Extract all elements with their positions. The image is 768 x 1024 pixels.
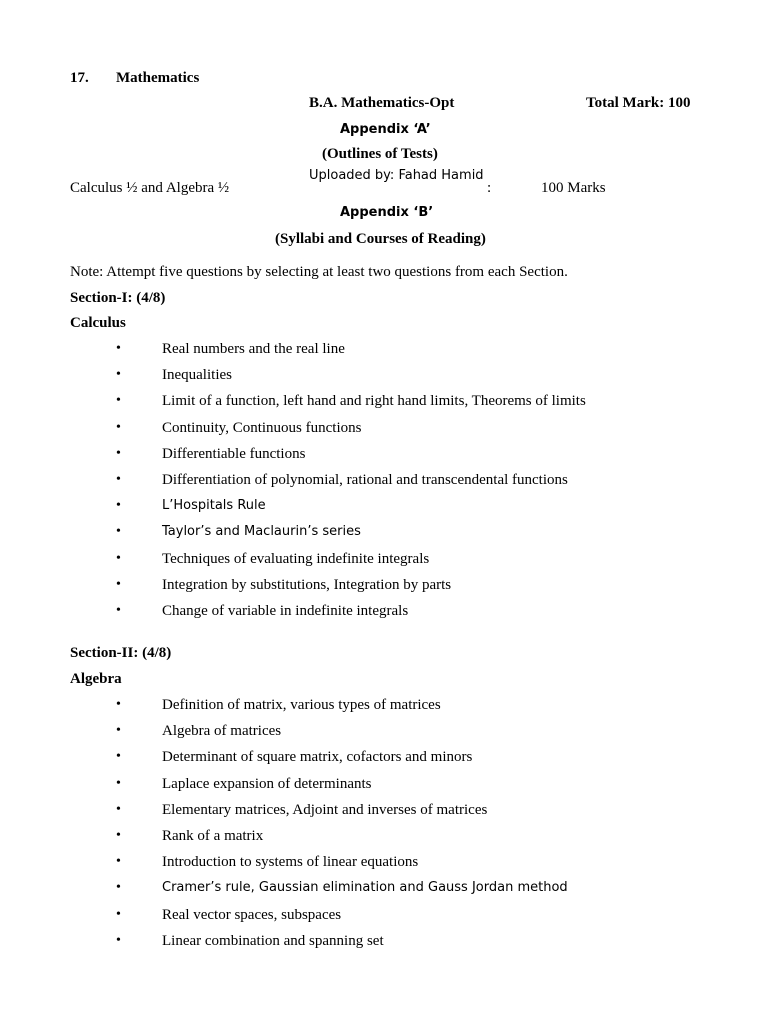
bullet-icon: •: [116, 854, 121, 870]
topic-text: Cramer’s rule, Gaussian elimination and Gauss Jordan method: [162, 880, 568, 896]
topic-text: Differentiation of polynomial, rational and transcendental functions: [162, 471, 568, 488]
topic-text: Algebra of matrices: [162, 723, 282, 740]
paper-marks: 100 Marks: [541, 180, 606, 196]
subject-title: Mathematics: [116, 70, 200, 86]
uploaded-by: Uploaded by: Fahad Hamid: [309, 168, 484, 183]
total-mark: Total Mark: 100: [586, 95, 691, 111]
instructions-note: Note: Attempt five questions by selecting at least two questions from each Section.: [70, 264, 568, 280]
bullet-icon: •: [116, 341, 121, 356]
bullet-icon: •: [116, 550, 121, 566]
bullet-icon: •: [116, 393, 121, 409]
topic-text: Change of variable in indefinite integrals: [162, 602, 409, 619]
bullet-icon: •: [116, 880, 121, 896]
topic-text: Determinant of square matrix, cofactors and minors: [162, 749, 473, 766]
topic-text: Definition of matrix, various types of matrices: [162, 697, 441, 713]
bullet-icon: •: [116, 932, 121, 948]
topic-text: Limit of a function, left hand and right hand limits, Theorems of limits: [162, 393, 586, 410]
topic-text: Introduction to systems of linear equations: [162, 854, 419, 871]
section-1-heading: Section-I: (4/8): [70, 290, 166, 306]
topic-text: Laplace expansion of determinants: [162, 775, 372, 792]
colon-separator: :: [487, 180, 492, 196]
topic-text: Rank of a matrix: [162, 827, 264, 844]
syllabi-heading: (Syllabi and Courses of Reading): [275, 231, 486, 247]
bullet-icon: •: [116, 801, 121, 817]
bullet-icon: •: [116, 697, 121, 712]
bullet-icon: •: [116, 576, 121, 592]
topic-text: Taylor’s and Maclaurin’s series: [162, 524, 361, 540]
bullet-icon: •: [116, 827, 121, 843]
topic-text: Techniques of evaluating indefinite integrals: [162, 550, 430, 567]
topic-text: Real vector spaces, subspaces: [162, 906, 342, 923]
course-title: B.A. Mathematics-Opt: [309, 95, 455, 111]
bullet-icon: •: [116, 367, 121, 383]
outlines-heading: (Outlines of Tests): [322, 146, 438, 162]
section-1-subject: Calculus: [70, 315, 126, 331]
topic-text: Differentiable functions: [162, 445, 306, 462]
topic-text: Linear combination and spanning set: [162, 932, 384, 949]
topic-text: Continuity, Continuous functions: [162, 419, 362, 436]
topic-text: L’Hospitals Rule: [162, 498, 266, 514]
bullet-icon: •: [116, 775, 121, 791]
section-2-heading: Section-II: (4/8): [70, 645, 172, 661]
item-number: 17.: [70, 70, 89, 86]
bullet-icon: •: [116, 419, 121, 435]
topic-text: Elementary matrices, Adjoint and inverses of matrices: [162, 801, 488, 818]
bullet-icon: •: [116, 906, 121, 922]
bullet-icon: •: [116, 749, 121, 765]
topic-text: Integration by substitutions, Integration by parts: [162, 576, 452, 593]
bullet-icon: •: [116, 723, 121, 739]
bullet-icon: •: [116, 498, 121, 514]
appendix-b-heading: Appendix ‘B’: [340, 205, 434, 220]
bullet-icon: •: [116, 445, 121, 461]
topic-text: Real numbers and the real line: [162, 341, 345, 357]
topic-text: Inequalities: [162, 367, 232, 384]
appendix-a-heading: Appendix ‘A’: [340, 122, 431, 137]
bullet-icon: •: [116, 524, 121, 540]
section-2-subject: Algebra: [70, 671, 122, 687]
bullet-icon: •: [116, 602, 121, 618]
bullet-icon: •: [116, 471, 121, 487]
paper-name: Calculus ½ and Algebra ½: [70, 180, 230, 196]
